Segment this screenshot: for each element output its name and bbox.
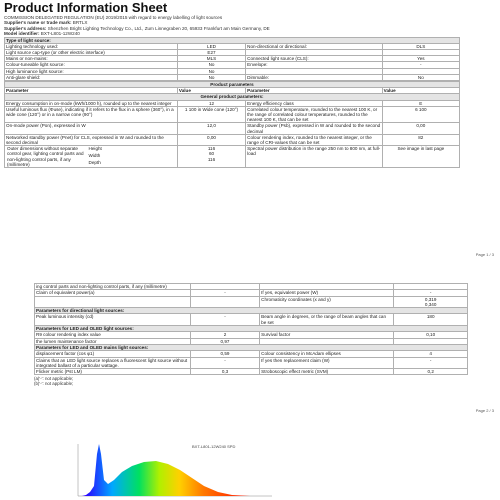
params-value: 12,0 [177,123,245,134]
general-table [4,37,460,81]
params-row [5,134,460,145]
params-param: On-mode power (Pon), expressed in W [5,123,178,134]
general-value: No [177,74,245,80]
directional-value: - [190,314,259,326]
params-row [5,106,460,123]
continued-param: If yes, equivalent power (W) [260,290,394,296]
mains-param: If yes then replacement claim (W) [260,357,394,369]
regulation-text: COMMISSION DELEGATED REGULATION (EU) 2019/2015 with regard to energy labelling of light sources [4,15,223,20]
mains-value: - [190,357,259,369]
general-params-title: General product parameters: [5,94,460,100]
mains-value: 4 [394,351,468,357]
params-param: Networked standby power (Pnet) for CLS, expressed in W and rounded to the second decimal [5,134,178,145]
general-value: E27 [177,50,245,56]
continued-rows [35,284,468,308]
dim-width-value: 60 [208,151,215,157]
params-param: Useful luminous flux (Φuse), indicating if it refers to the flux in a sphere (360°), in a wide cone (120°) or in a narrow cone (90°) [5,106,178,123]
dim-width-label: Width [88,153,101,159]
params-value: 82 [382,134,459,145]
mains-param: Stroboscopic effect metric (SVM) [260,369,394,375]
page-number-2: Page 2 / 3 [475,408,494,413]
params-param: Standby power (Psb), expressed in W and rounded to the second decimal [247,123,381,134]
mains-param: displacement factor (cos φ1) [35,351,191,357]
directional-value: 180 [394,314,468,326]
led-value: 0,97 [190,338,259,344]
general-value: MLS [177,56,245,62]
continued-value: 0,319 0,340 [394,296,468,308]
dims-label: Outer dimensions without separate control gear, lighting control parts and non-lighting control parts, if any (millimetre) [7,146,84,167]
params-rows [5,100,460,146]
general-row [5,74,460,80]
general-param: Lighting technology used: [5,43,178,49]
continued-value [190,296,259,308]
footnote-a: (a)'-': not applicable; [34,376,74,382]
led-param: the lumen maintenance factor [35,338,191,344]
led-param: Survival factor [260,332,394,338]
params-param: Colour rendering index, rounded to the nearest integer, or the range of CRI-values that can be set [246,134,383,145]
mains-value: 0,59 [190,351,259,357]
continued-param: Chromaticity coordinates (x and y) [260,296,394,308]
general-param: Mains or non-mains: [5,56,178,62]
mains-row [35,369,468,375]
page-number-1: Page 1 / 3 [475,252,494,257]
general-value: Yes [382,56,459,62]
page-one [4,0,460,240]
spectrum-image [72,440,302,500]
mains-title: Parameters for LED and OLED mains light sources: [35,344,468,350]
general-param: Anti-glare shield: [5,74,178,80]
general-value: No [177,68,245,74]
dim-height-value: 116 [207,146,216,152]
spectrum-legend: BXT-L801-12W240 SPD [192,444,236,449]
mains-rows [35,351,468,375]
continued-value: - [394,290,468,296]
directional-rows [35,314,468,326]
led-value: 2 [190,332,259,338]
params-param: Energy consumption in on-mode (kWh/1000 h), rounded up to the nearest integer [5,100,178,106]
general-value: DLS [382,43,459,49]
mains-param: Colour consistency in McAdam ellipses [260,351,394,357]
continued-value: - [190,290,259,296]
general-value: - [382,62,459,68]
mains-param: Claims that an LED light source replaces a fluorescent light source without integrated ballast of a particular wattage. [35,357,191,369]
params-value: 0,00 [382,123,459,134]
spectral-label: Spectral power distribution in the range 250 nm to 800 nm, at full-load [246,146,383,168]
general-param: Non-directional or directional: [246,43,383,49]
product-params-title: Product parameters [5,82,460,88]
params-param: Energy efficiency class [246,100,383,106]
general-param: High luminance light source: [5,68,178,74]
continued-param [35,296,191,308]
supplier-line: Supplier's name or trade mark: BRTLX [4,20,88,26]
mains-value: - [394,357,468,369]
dimensions-inner [6,146,176,167]
params-value: 12 [177,100,245,106]
type-section-row: Type of light source: [5,37,460,43]
mains-row [35,357,468,369]
page-two [34,283,468,398]
general-param: Light source cap-type (or other electric interface) [5,50,178,56]
dimensions-row [5,146,460,168]
dim-depth-value: 116 [207,156,216,162]
general-param: Dimmable: [246,74,383,80]
mains-param: Flicker metric (Pst LM) [35,369,191,375]
directional-row [35,314,468,326]
general-param: Connected light source (CLS): [246,56,383,62]
sheet-title: Product Information Sheet [4,0,168,15]
params-value: 6 100 [382,106,459,123]
continued-param: Claim of equivalent power(a) [35,290,191,296]
general-value: No [177,62,245,68]
continued-param: ing control parts and non-lighting control parts, if any (millimetre) [35,284,191,290]
product-params-table [4,81,460,168]
spectral-value: See image in last page [382,146,459,168]
spectrum-curve [82,444,250,496]
led-title: Parameters for LED and OLED light sources: [35,326,468,332]
page2-table [34,283,468,375]
continued-row [35,296,468,308]
header-lines [4,15,460,37]
mains-value: 0,3 [190,369,259,375]
led-value: 0,10 [394,332,468,338]
general-param: Envelope: [246,62,383,68]
general-param: Colour-tuneable light source: [5,62,178,68]
dim-height-label: Height [88,146,102,152]
general-value: LED [177,43,245,49]
directional-title: Parameters for directional light sources: [35,308,468,314]
directional-param: Peak luminous intensity (cd) [35,314,191,326]
mains-value: 0,2 [394,369,468,375]
led-param: R9 colour rendering index value [35,332,191,338]
footnote-b: (b)'-': not applicable; [34,381,74,387]
dim-depth-label: Depth [88,160,101,166]
general-value: No [382,74,459,80]
led-rows [35,332,468,345]
params-value: E [382,100,459,106]
model-line: Model identifier: BXT-L801-12W240 [4,31,80,37]
directional-param: Beam angle in degrees, or the range of beam angles that can be set [260,314,394,326]
params-header-row: Parameter Value Parameter Value [5,88,460,94]
params-value: 1 100 in Wide cone (120°) [177,106,245,123]
params-value: 0,00 [177,134,245,145]
footnotes [34,376,468,386]
params-row [5,123,460,134]
general-rows [5,43,460,80]
params-param: Correlated colour temperature, rounded to the nearest 100 K, or the range of correlated colour temperatures, rounded to the nearest 100 K, that can be set [246,106,383,123]
address-line: Supplier's address: Shenzhen Bright Lighting Technology Co., Ltd., Zum Linnegraben 20, 65933 Frankfurt am Main Germany, DE [4,25,270,31]
